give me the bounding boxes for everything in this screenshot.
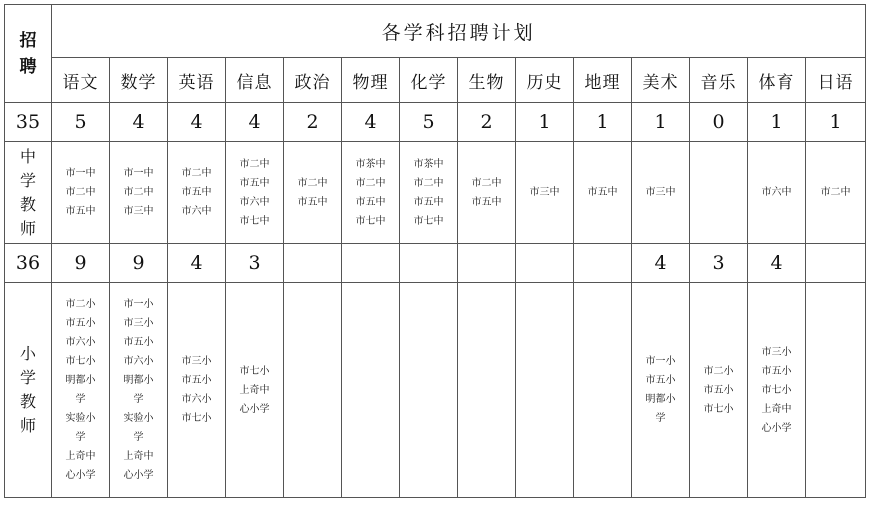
middle-schools-cell — [458, 142, 516, 244]
middle-schools-cell — [806, 142, 866, 244]
school-name: 市二中 — [471, 177, 502, 189]
middle-count-cell: 1 — [806, 103, 866, 142]
subject-header: 语文 — [52, 58, 110, 103]
school-name: 明都小 — [645, 394, 676, 405]
primary-count-cell: 3 — [226, 244, 284, 283]
school-name: 学 — [75, 432, 86, 443]
primary-count-cell: 9 — [110, 244, 168, 283]
middle-count-cell: 4 — [168, 103, 226, 142]
school-name: 市茶中 — [413, 158, 444, 170]
middle-schools-cell — [400, 142, 458, 244]
school-name: 市二小 — [703, 365, 734, 377]
subject-header: 历史 — [516, 58, 574, 103]
school-name: 上奇中 — [239, 384, 270, 396]
primary-schools-cell — [168, 283, 226, 498]
primary-count-cell: 4 — [748, 244, 806, 283]
school-name: 实验小 — [65, 413, 96, 424]
primary-count-cell: 9 — [52, 244, 110, 283]
school-name: 市五中 — [297, 196, 328, 208]
middle-count-cell: 0 — [690, 103, 748, 142]
school-name: 上奇中 — [123, 451, 154, 462]
school-name: 市六小 — [123, 356, 154, 367]
middle-count-cell: 1 — [516, 103, 574, 142]
school-name: 学 — [133, 394, 144, 405]
primary-schools-cell — [400, 283, 458, 498]
primary-schools-cell — [342, 283, 400, 498]
school-name: 市七中 — [413, 215, 444, 227]
subject-header: 物理 — [342, 58, 400, 103]
school-name: 心小学 — [761, 422, 792, 434]
school-name: 市六中 — [239, 196, 270, 208]
school-name: 市一中 — [123, 168, 154, 179]
subject-header: 体育 — [748, 58, 806, 103]
school-name: 市二中 — [820, 187, 851, 198]
primary-count-cell — [284, 244, 342, 283]
school-name: 市二中 — [123, 187, 154, 198]
school-name: 市二中 — [181, 168, 212, 179]
middle-count-cell: 5 — [400, 103, 458, 142]
school-name: 市五中 — [239, 177, 270, 189]
school-name: 市二中 — [239, 158, 270, 170]
middle-count-cell: 2 — [458, 103, 516, 142]
middle-schools-cell — [632, 142, 690, 244]
primary-schools-cell — [284, 283, 342, 498]
school-name: 心小学 — [239, 403, 270, 415]
middle-teacher-label: 中 学 教 师 — [5, 142, 52, 244]
school-name: 市七小 — [239, 365, 270, 377]
primary-count-cell: 3 — [690, 244, 748, 283]
school-name: 市五小 — [65, 318, 96, 329]
primary-count-cell — [806, 244, 866, 283]
school-name: 市五中 — [587, 187, 618, 198]
middle-schools-cell — [226, 142, 284, 244]
subject-header: 美术 — [632, 58, 690, 103]
primary-count-cell — [342, 244, 400, 283]
middle-count-cell: 1 — [632, 103, 690, 142]
primary-count-cell — [516, 244, 574, 283]
school-name: 上奇中 — [761, 403, 792, 415]
subject-header: 数学 — [110, 58, 168, 103]
school-name: 市五小 — [123, 337, 154, 348]
middle-schools-cell — [342, 142, 400, 244]
primary-schools-cell — [458, 283, 516, 498]
subject-header: 音乐 — [690, 58, 748, 103]
primary-schools-cell — [632, 283, 690, 498]
middle-schools-cell — [516, 142, 574, 244]
primary-schools-cell — [52, 283, 110, 498]
middle-total: 35 — [5, 103, 52, 142]
middle-schools-cell — [110, 142, 168, 244]
middle-count-cell: 2 — [284, 103, 342, 142]
school-name: 市一小 — [645, 356, 676, 367]
title-row — [5, 5, 866, 58]
middle-schools-cell — [52, 142, 110, 244]
primary-count-row — [5, 244, 866, 283]
school-name: 市五中 — [413, 196, 444, 208]
row-label-recruit: 招 聘 — [5, 5, 52, 103]
school-name: 市五中 — [65, 206, 96, 217]
middle-schools-cell — [574, 142, 632, 244]
school-name: 市七中 — [239, 215, 270, 227]
school-name: 市二中 — [65, 187, 96, 198]
primary-schools-cell — [516, 283, 574, 498]
school-name: 市一小 — [123, 299, 154, 310]
middle-schools-cell — [690, 142, 748, 244]
primary-count-cell: 4 — [168, 244, 226, 283]
subject-header: 政治 — [284, 58, 342, 103]
middle-count-cell: 4 — [226, 103, 284, 142]
school-name: 市七中 — [355, 215, 386, 227]
school-name: 市七小 — [181, 413, 212, 424]
primary-count-cell — [458, 244, 516, 283]
school-name: 市六中 — [181, 206, 212, 217]
school-name: 上奇中 — [65, 451, 96, 462]
recruitment-plan-table — [4, 4, 866, 498]
school-name: 市六小 — [181, 394, 212, 405]
middle-count-row — [5, 103, 866, 142]
primary-count-cell: 4 — [632, 244, 690, 283]
subject-header: 地理 — [574, 58, 632, 103]
school-name: 市茶中 — [355, 158, 386, 170]
school-name: 学 — [75, 394, 86, 405]
school-name: 实验小 — [123, 413, 154, 424]
primary-schools-cell — [110, 283, 168, 498]
school-name: 市三中 — [645, 187, 676, 198]
school-name: 市三小 — [181, 356, 212, 367]
middle-schools-row — [5, 142, 866, 244]
school-name: 明都小 — [65, 375, 96, 386]
school-name: 市五小 — [181, 375, 212, 386]
school-name: 学 — [133, 432, 144, 443]
primary-teacher-label: 小 学 教 师 — [5, 283, 52, 498]
school-name: 市五小 — [645, 375, 676, 386]
school-name: 市二中 — [413, 177, 444, 189]
subject-header: 化学 — [400, 58, 458, 103]
school-name: 市七小 — [703, 403, 734, 415]
primary-schools-row — [5, 283, 866, 498]
school-name: 市六小 — [65, 337, 96, 348]
school-name: 市一中 — [65, 168, 96, 179]
middle-count-cell: 1 — [748, 103, 806, 142]
middle-schools-cell — [748, 142, 806, 244]
school-name: 市五小 — [703, 384, 734, 396]
school-name: 市二中 — [355, 177, 386, 189]
school-name: 市二小 — [65, 299, 96, 310]
school-name: 市三中 — [123, 206, 154, 217]
school-name: 市三中 — [529, 187, 560, 198]
school-name: 市七小 — [65, 356, 96, 367]
subject-header: 日语 — [806, 58, 866, 103]
primary-schools-cell — [574, 283, 632, 498]
middle-count-cell: 4 — [342, 103, 400, 142]
middle-schools-cell — [168, 142, 226, 244]
school-name: 明都小 — [123, 375, 154, 386]
table-title: 各学科招聘计划 — [52, 5, 866, 58]
school-name: 市五中 — [355, 196, 386, 208]
school-name: 心小学 — [123, 470, 154, 481]
middle-count-cell: 1 — [574, 103, 632, 142]
school-name: 市二中 — [297, 177, 328, 189]
school-name: 市三小 — [761, 346, 792, 358]
primary-count-cell — [400, 244, 458, 283]
primary-schools-cell — [748, 283, 806, 498]
school-name: 心小学 — [65, 470, 96, 481]
middle-count-cell: 4 — [110, 103, 168, 142]
primary-total: 36 — [5, 244, 52, 283]
school-name: 市五中 — [471, 196, 502, 208]
school-name: 学 — [655, 413, 666, 424]
primary-schools-cell — [806, 283, 866, 498]
primary-schools-cell — [226, 283, 284, 498]
school-name: 市七小 — [761, 384, 792, 396]
subject-header: 生物 — [458, 58, 516, 103]
school-name: 市五小 — [761, 365, 792, 377]
school-name: 市五中 — [181, 187, 212, 198]
subject-header: 英语 — [168, 58, 226, 103]
subject-header-row — [5, 58, 866, 103]
middle-schools-cell — [284, 142, 342, 244]
school-name: 市六中 — [761, 187, 792, 198]
primary-count-cell — [574, 244, 632, 283]
middle-count-cell: 5 — [52, 103, 110, 142]
school-name: 市三小 — [123, 318, 154, 329]
primary-schools-cell — [690, 283, 748, 498]
subject-header: 信息 — [226, 58, 284, 103]
